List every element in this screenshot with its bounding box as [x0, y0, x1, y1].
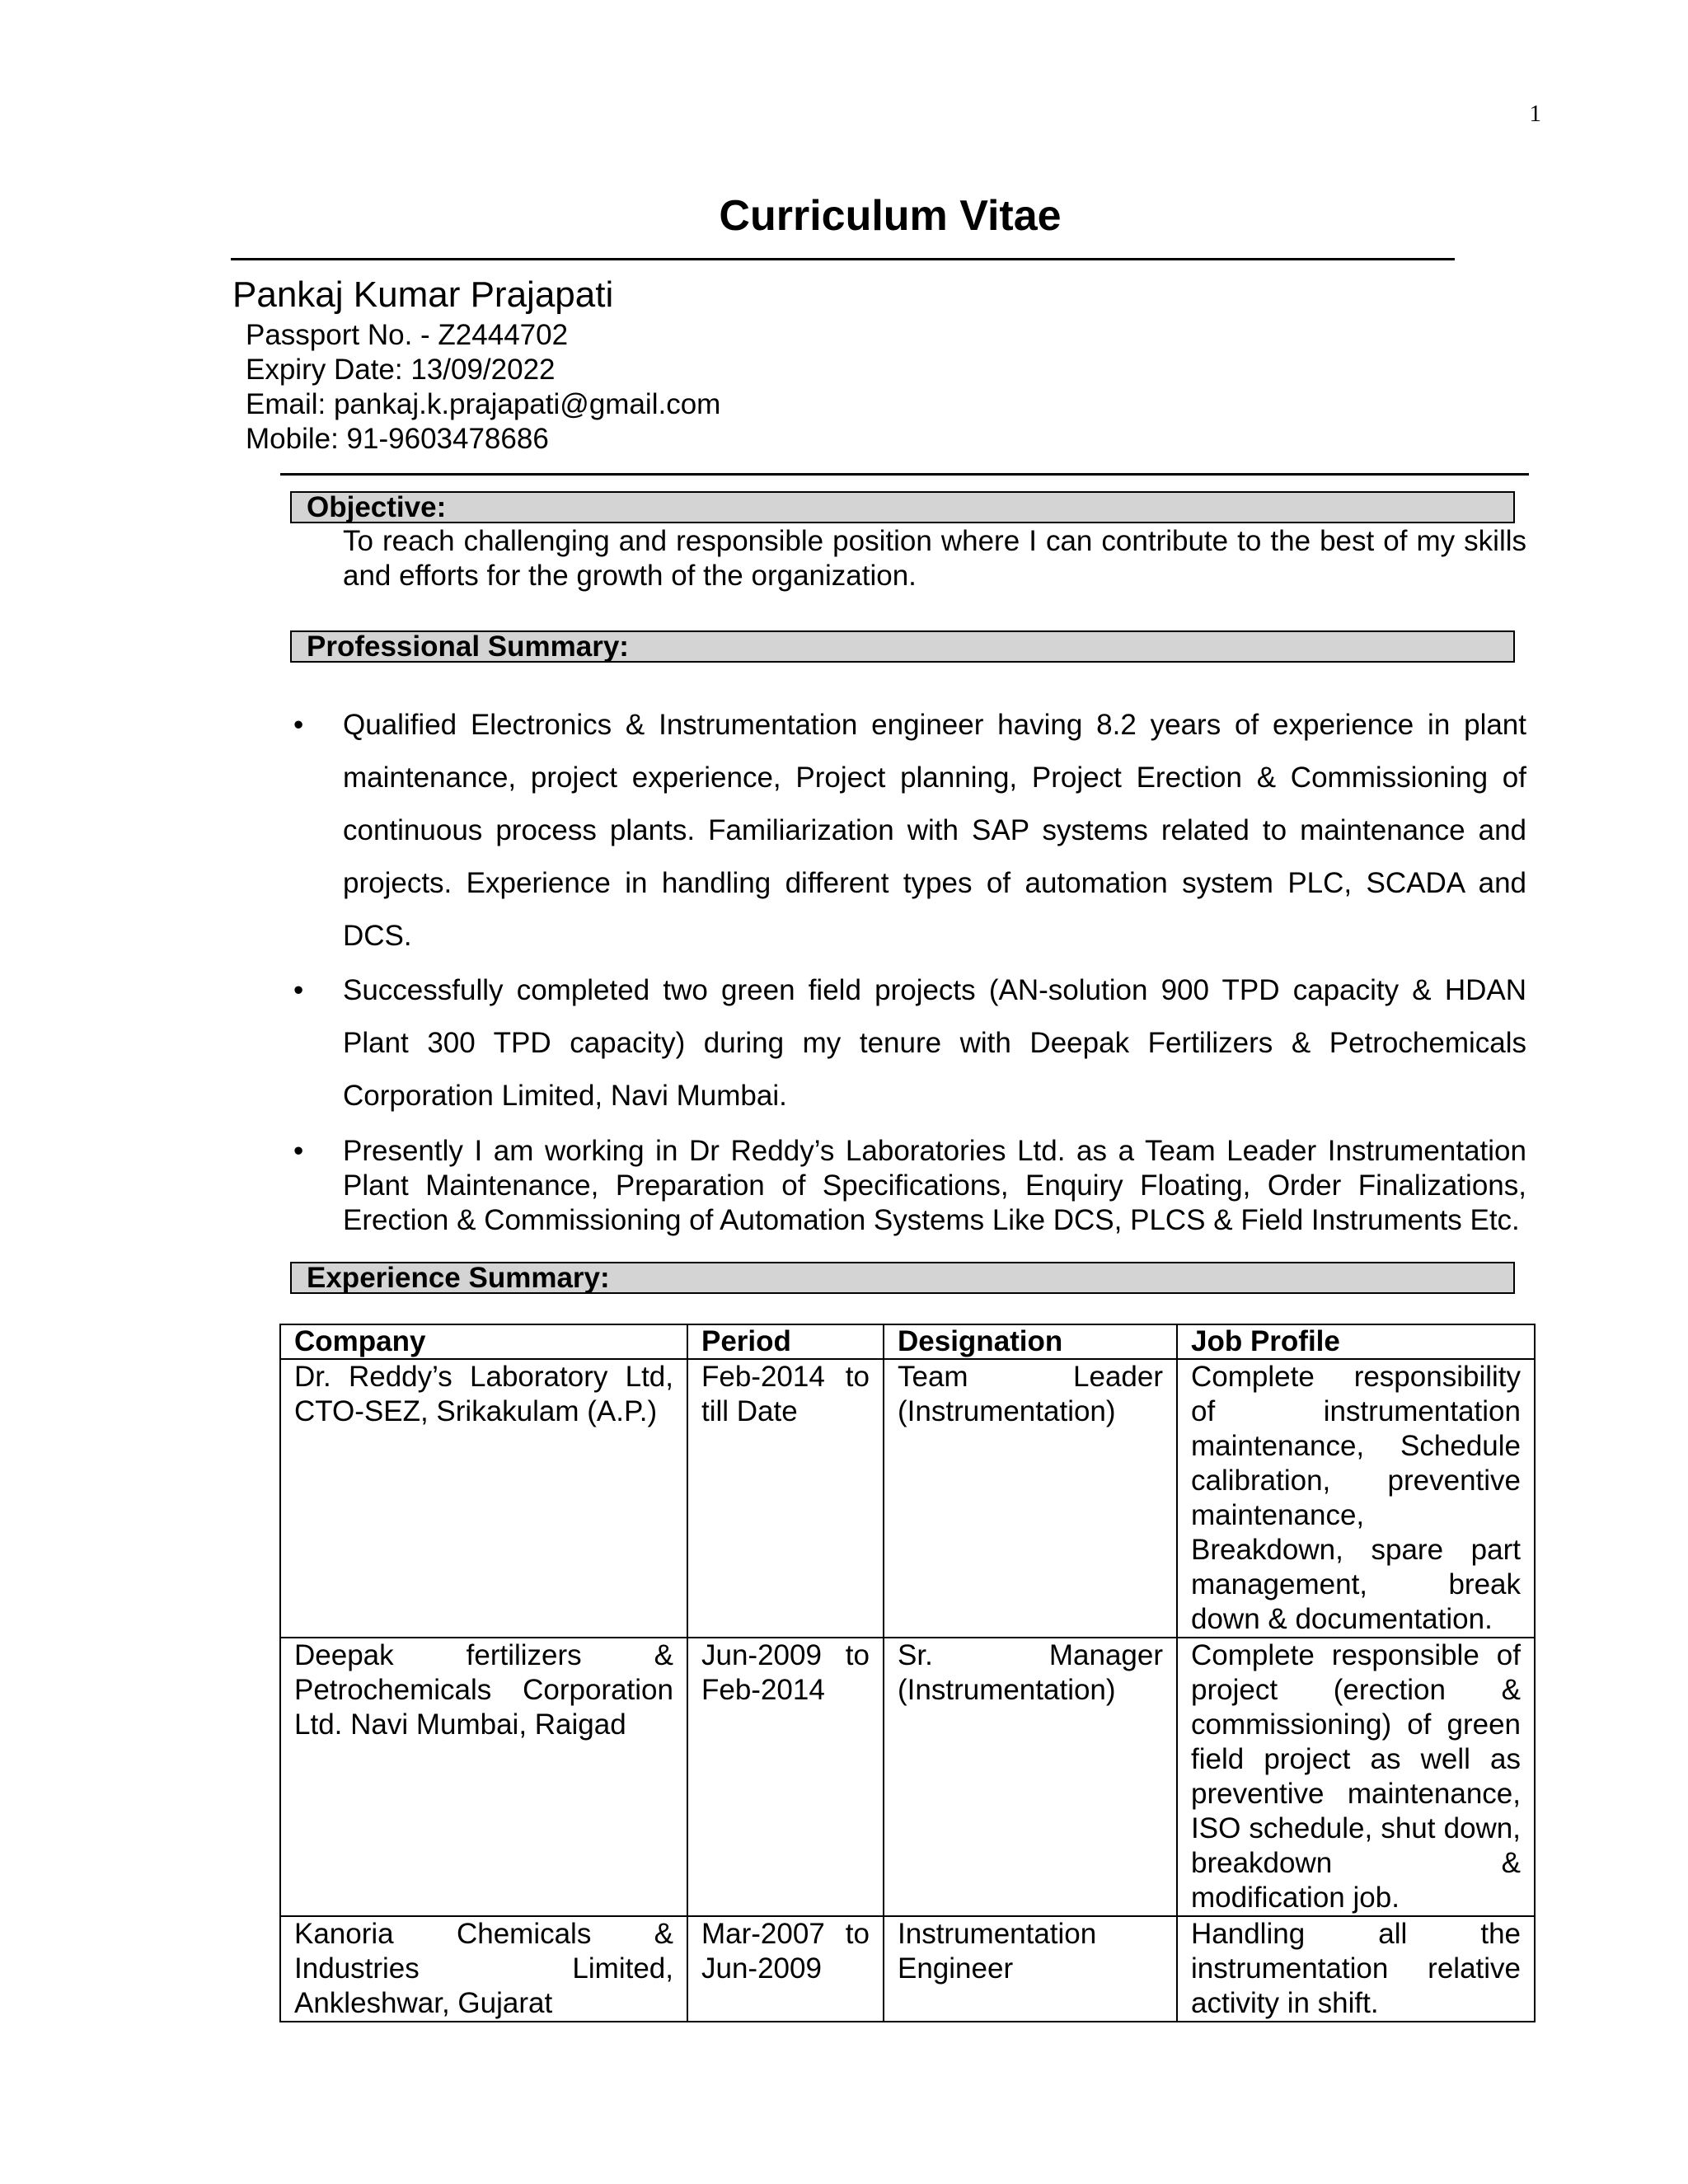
column-header-designation: Designation — [884, 1324, 1177, 1359]
professional-summary-heading: Professional Summary: — [290, 630, 1515, 663]
company-cell: Dr. Reddy’s Laboratory Ltd, CTO-SEZ, Srikakulam (A.P.) — [280, 1359, 687, 1638]
experience-table — [279, 1324, 1536, 2022]
job-profile-cell: Complete responsibility of instrumentation maintenance, Schedule calibration, preventive maintenance, Breakdown, spare part management, break down & documentation. — [1177, 1359, 1535, 1638]
mobile-number: Mobile: 91-9603478686 — [246, 423, 549, 455]
designation-cell: Instrumentation Engineer — [884, 1916, 1177, 2022]
professional-summary-list — [290, 699, 1526, 1238]
summary-bullet: • Qualified Electronics & Instrumentation engineer having 8.2 years of experience in plant maintenance, project experience, Project planning, Project Erection & Commissioning of continuous process plants. Familiarization with SAP systems related to maintenance and projects. Experience in handling different types of automation system PLC, SCADA and DCS. — [290, 699, 1526, 963]
table-header-row — [280, 1324, 1535, 1359]
passport-expiry: Expiry Date: 13/09/2022 — [246, 354, 556, 386]
period-cell: Mar-2007 to Jun-2009 — [687, 1916, 884, 2022]
table-row — [280, 1916, 1535, 2022]
designation-cell: Sr. Manager (Instrumentation) — [884, 1638, 1177, 1916]
summary-bullet: • Successfully completed two green field projects (AN-solution 900 TPD capacity & HDAN Plant 300 TPD capacity) during my tenure with Deepak Fertilizers & Petrochemicals Corporation Limited, Navi Mumbai. — [290, 964, 1526, 1122]
table-row — [280, 1359, 1535, 1638]
job-profile-cell: Complete responsible of project (erection & commissioning) of green field project as well as preventive maintenance, ISO schedule, shut down, breakdown & modification job. — [1177, 1638, 1535, 1916]
title-divider — [231, 258, 1455, 260]
company-cell: Deepak fertilizers & Petrochemicals Corporation Ltd. Navi Mumbai, Raigad — [280, 1638, 687, 1916]
period-cell: Feb-2014 to till Date — [687, 1359, 884, 1638]
email-address: Email: pankaj.k.prajapati@gmail.com — [246, 388, 721, 420]
summary-bullet: • Presently I am working in Dr Reddy’s Laboratories Ltd. as a Team Leader Instrumentation Plant Maintenance, Preparation of Specifications, Enquiry Floating, Order Finalizations, Erection & Commissioning of Automation Systems Like DCS, PLCS & Field Instruments Etc. — [290, 1134, 1526, 1238]
page-number: 1 — [1529, 101, 1541, 127]
job-profile-cell: Handling all the instrumentation relative activity in shift. — [1177, 1916, 1535, 2022]
passport-number: Passport No. - Z2444702 — [246, 319, 569, 351]
company-cell: Kanoria Chemicals & Industries Limited, Ankleshwar, Gujarat — [280, 1916, 687, 2022]
contact-divider — [280, 473, 1529, 476]
candidate-name: Pankaj Kumar Prajapati — [232, 274, 614, 315]
document-title: Curriculum Vitae — [719, 192, 1062, 240]
experience-summary-heading: Experience Summary: — [290, 1262, 1515, 1294]
column-header-company: Company — [280, 1324, 687, 1359]
designation-cell: Team Leader (Instrumentation) — [884, 1359, 1177, 1638]
column-header-job-profile: Job Profile — [1177, 1324, 1535, 1359]
objective-text: To reach challenging and responsible position where I can contribute to the best of my skills and efforts for the growth of the organization. — [343, 525, 1526, 592]
table-row — [280, 1638, 1535, 1916]
period-cell: Jun-2009 to Feb-2014 — [687, 1638, 884, 1916]
objective-heading: Objective: — [290, 491, 1515, 523]
column-header-period: Period — [687, 1324, 884, 1359]
